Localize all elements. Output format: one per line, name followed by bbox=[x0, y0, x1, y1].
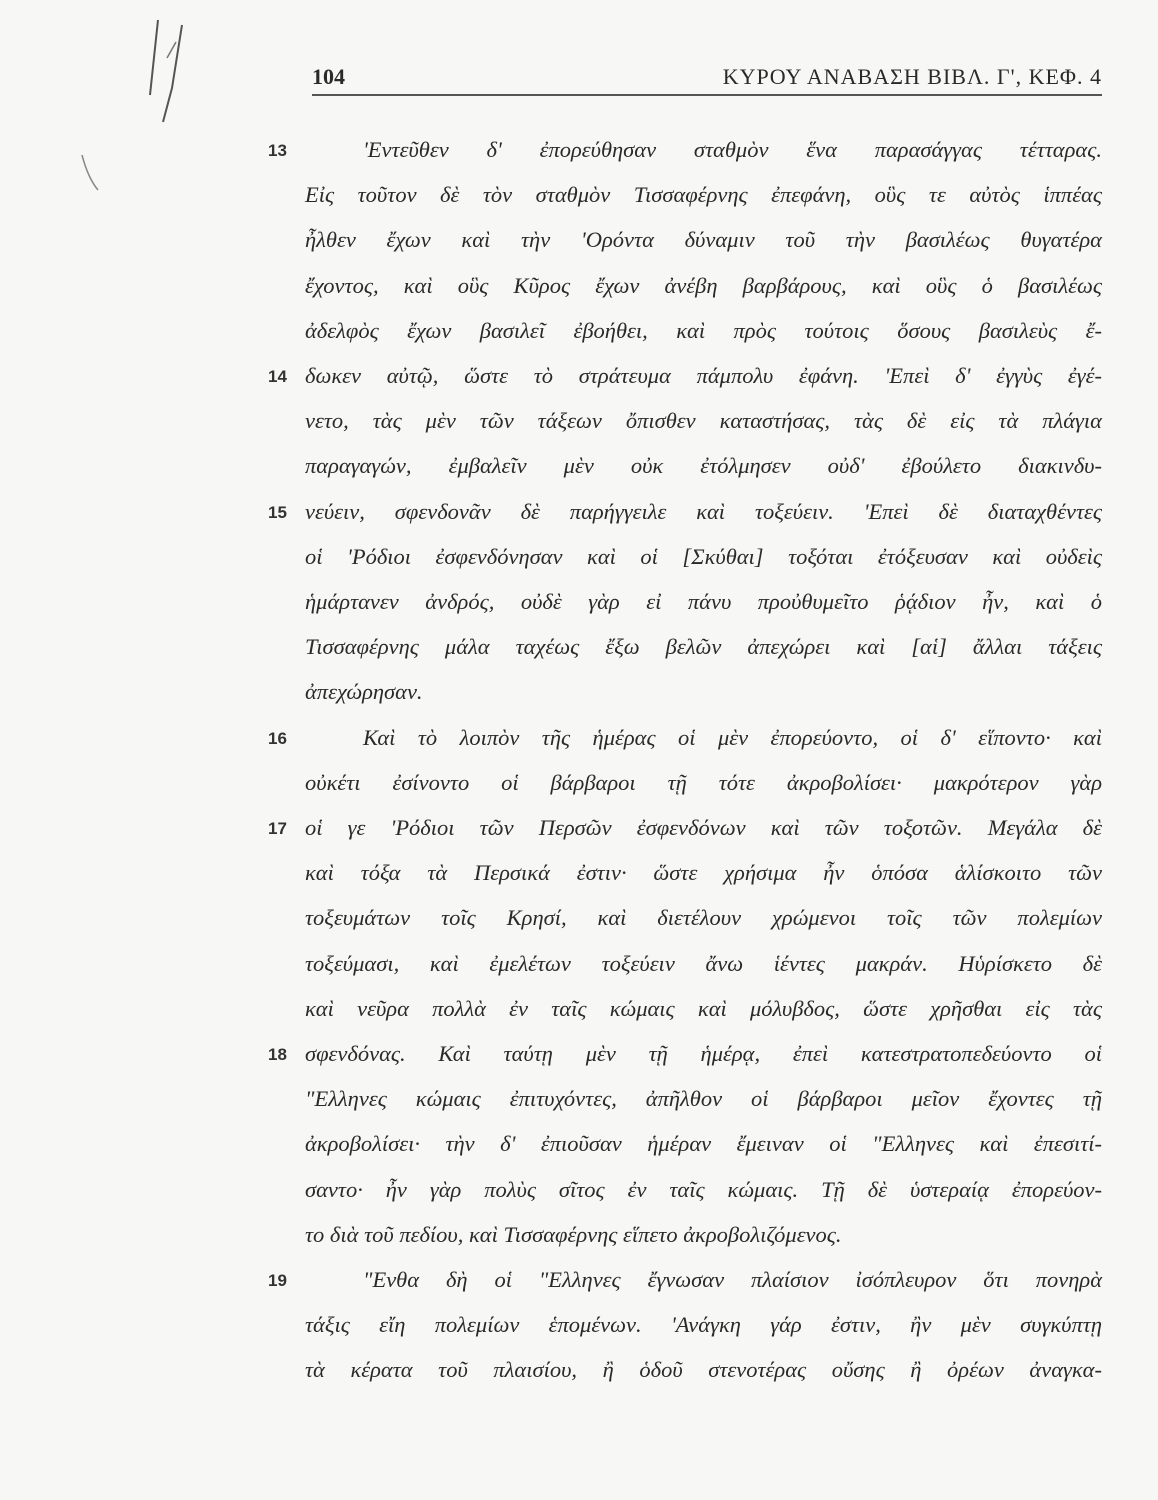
text-line bbox=[0, 677, 1158, 721]
line-text: Καὶ τὸ λοιπὸν τῆς ἡμέρας οἱ μὲν ἐπορεύοντο, οἱ δ' εἵποντο· καὶ bbox=[363, 724, 1102, 750]
text-line bbox=[0, 723, 1158, 767]
text-line bbox=[0, 768, 1158, 812]
line-text: ἦλθεν ἔχων καὶ τὴν 'Ορόντα δύναμιν τοῦ τὴν βασιλέως θυγατέρα bbox=[305, 227, 1102, 253]
text-line bbox=[0, 587, 1158, 631]
line-text: ἔχοντος, καὶ οὓς Κῦρος ἔχων ἀνέβη βαρβάρους, καὶ οὓς ὁ βασιλέως bbox=[305, 272, 1102, 298]
line-text: νεύειν, σφενδονᾶν δὲ παρήγγειλε καὶ τοξεύειν. 'Επεὶ δὲ διαταχθέντες bbox=[305, 498, 1102, 524]
text-line bbox=[0, 1039, 1158, 1083]
text-line bbox=[0, 180, 1158, 224]
text-line bbox=[0, 135, 1158, 179]
line-text: οὐκέτι ἐσίνοντο οἱ βάρβαροι τῇ τότε ἀκροβολίσει· μακρότερον γὰρ bbox=[305, 769, 1102, 795]
page-header bbox=[312, 62, 1102, 96]
section-number: 18 bbox=[268, 1045, 287, 1064]
page-number: 104 bbox=[312, 64, 345, 89]
text-line bbox=[0, 1310, 1158, 1354]
text-line bbox=[0, 632, 1158, 676]
line-text: "Ενθα δὴ οἱ "Ελληνες ἔγνωσαν πλαίσιον ἰσόπλευρον ὅτι πονηρὰ bbox=[363, 1267, 1102, 1292]
section-number: 14 bbox=[268, 367, 287, 386]
line-text: Εἰς τοῦτον δὲ τὸν σταθμὸν Τισσαφέρνης ἐπεφάνη, οὓς τε αὐτὸς ἱππέας bbox=[305, 182, 1102, 208]
line-text: ἀπεχώρησαν. bbox=[305, 679, 423, 705]
text-line bbox=[0, 316, 1158, 360]
text-line bbox=[0, 225, 1158, 269]
text-line bbox=[0, 497, 1158, 541]
line-text: σαντο· ἦν γὰρ πολὺς σῖτος ἐν ταῖς κώμαις. Τῇ δὲ ὑστεραίᾳ ἐπορεύον- bbox=[305, 1176, 1102, 1202]
line-text: οἱ γε 'Ρόδιοι τῶν Περσῶν ἐσφενδόνων καὶ τῶν τοξοτῶν. Μεγάλα δὲ bbox=[305, 815, 1102, 840]
text-line bbox=[0, 949, 1158, 993]
line-text: ἀκροβολίσει· τὴν δ' ἐπιοῦσαν ἡμέραν ἔμειναν οἱ "Ελληνες καὶ ἐπεσιτί- bbox=[305, 1131, 1102, 1157]
line-text: Τισσαφέρνης μάλα ταχέως ἔξω βελῶν ἀπεχώρει καὶ [αἱ] ἄλλαι τάξεις bbox=[305, 634, 1102, 660]
text-line bbox=[0, 1355, 1158, 1399]
section-number: 15 bbox=[268, 502, 287, 522]
section-number: 16 bbox=[268, 728, 287, 748]
text-line bbox=[0, 1084, 1158, 1128]
section-number: 17 bbox=[268, 819, 287, 838]
text-line bbox=[0, 994, 1158, 1038]
line-text: οἱ 'Ρόδιοι ἐσφενδόνησαν καὶ οἱ [Σκύθαι] τοξόται ἐτόξευσαν καὶ οὐδεὶς bbox=[305, 543, 1102, 569]
line-text: τὰ κέρατα τοῦ πλαισίου, ἢ ὁδοῦ στενοτέρας οὔσης ἢ ὀρέων ἀναγκα- bbox=[305, 1357, 1102, 1383]
text-line bbox=[0, 1175, 1158, 1219]
line-text: ἡμάρτανεν ἀνδρός, οὐδὲ γὰρ εἰ πάνυ προὐθυμεῖτο ῥᾴδιον ἦν, καὶ ὁ bbox=[305, 589, 1102, 614]
text-line bbox=[0, 1129, 1158, 1173]
running-title: ΚΥΡΟΥ ΑΝΑΒΑΣΗ ΒΙΒΛ. Γ', ΚΕΦ. 4 bbox=[722, 64, 1102, 89]
text-line bbox=[0, 1220, 1158, 1264]
text-line bbox=[0, 813, 1158, 857]
text-line bbox=[0, 451, 1158, 495]
text-line bbox=[0, 406, 1158, 450]
line-text: τοξεύμασι, καὶ ἐμελέτων τοξεύειν ἄνω ἱέντες μακράν. Ηὑρίσκετο δὲ bbox=[305, 950, 1102, 976]
line-text: τάξις εἴη πολεμίων ἑπομένων. 'Ανάγκη γάρ ἐστιν, ἢν μὲν συγκύπτῃ bbox=[305, 1312, 1102, 1338]
line-text: 'Εντεῦθεν δ' ἐπορεύθησαν σταθμὸν ἕνα παρασάγγας τέτταρας. bbox=[363, 137, 1102, 162]
text-line bbox=[0, 271, 1158, 315]
text-line bbox=[0, 903, 1158, 947]
line-text: ἀδελφὸς ἔχων βασιλεῖ ἐβοήθει, καὶ πρὸς τούτοις ὅσους βασιλεὺς ἔ- bbox=[305, 317, 1102, 343]
section-number: 13 bbox=[268, 141, 287, 160]
text-line bbox=[0, 1265, 1158, 1309]
text-line bbox=[0, 542, 1158, 586]
line-text: τοξευμάτων τοῖς Κρησί, καὶ διετέλουν χρώμενοι τοῖς τῶν πολεμίων bbox=[305, 905, 1102, 931]
line-text: παραγαγών, ἐμβαλεῖν μὲν οὐκ ἐτόλμησεν οὐδ' ἐβούλετο διακινδυ- bbox=[305, 453, 1102, 479]
line-text: "Ελληνες κώμαις ἐπιτυχόντες, ἀπῆλθον οἱ βάρβαροι μεῖον ἔχοντες τῇ bbox=[305, 1086, 1102, 1112]
line-text: καὶ τόξα τὰ Περσικά ἐστιν· ὥστε χρήσιμα ἦν ὁπόσα ἁλίσκοιτο τῶν bbox=[305, 860, 1102, 886]
line-text: καὶ νεῦρα πολλὰ ἐν ταῖς κώμαις καὶ μόλυβδος, ὥστε χρῆσθαι εἰς τὰς bbox=[305, 995, 1102, 1021]
text-line bbox=[0, 361, 1158, 405]
line-text: το διὰ τοῦ πεδίου, καὶ Τισσαφέρνης εἵπετο ἀκροβολιζόμενος. bbox=[305, 1221, 842, 1247]
text-line bbox=[0, 858, 1158, 902]
section-number: 19 bbox=[268, 1271, 287, 1290]
line-text: νετο, τὰς μὲν τῶν τάξεων ὄπισθεν καταστήσας, τὰς δὲ εἰς τὰ πλάγια bbox=[305, 408, 1102, 434]
line-text: σφενδόνας. Καὶ ταύτῃ μὲν τῇ ἡμέρᾳ, ἐπεὶ κατεστρατοπεδεύοντο οἱ bbox=[305, 1041, 1102, 1066]
line-text: δωκεν αὐτῷ, ὥστε τὸ στράτευμα πάμπολυ ἐφάνη. 'Επεὶ δ' ἐγγὺς ἐγέ- bbox=[305, 363, 1102, 388]
